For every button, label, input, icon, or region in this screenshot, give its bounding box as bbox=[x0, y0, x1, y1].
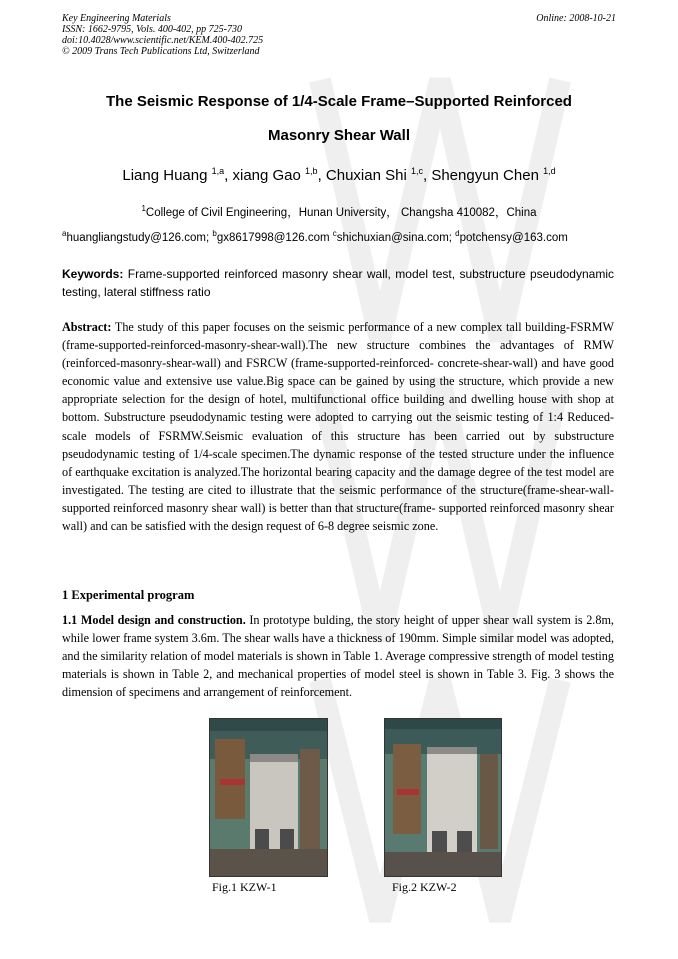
affiliation-sup: 1 bbox=[141, 204, 146, 214]
journal-name: Key Engineering Materials bbox=[62, 13, 171, 24]
affiliation-text: College of Civil Engineering，Hunan University， Changsha 410082，China bbox=[145, 207, 537, 219]
paper-title-line-1: The Seismic Response of 1/4-Scale Frame–Supported Reinforced bbox=[106, 93, 572, 110]
section-heading: 1 Experimental program bbox=[62, 588, 195, 602]
figure-1-caption: Fig.1 KZW-1 bbox=[212, 880, 277, 894]
email-sup: a bbox=[62, 229, 67, 238]
email-sup: c bbox=[332, 229, 337, 238]
affiliation bbox=[62, 204, 616, 220]
subsection-heading: 1.1 Model design and construction. bbox=[62, 613, 246, 627]
online-date: Online: 2008-10-21 bbox=[536, 13, 616, 24]
keywords-label: Keywords: bbox=[62, 267, 124, 281]
author-affil-sup: 1,a bbox=[211, 166, 225, 176]
keywords-text: Frame-supported reinforced masonry shear wall, model test, substructure pseudodynamic testing, lateral stiffness ratio bbox=[62, 267, 614, 299]
author-list: Liang Huang $^{1,a}$, xiang Gao $^{1,b}$, Chuxian Shi $^{1,c}$, Shengyun Chen $^{1,d}$ bbox=[122, 166, 556, 184]
email-address: huangliangstudy@126.com; bbox=[66, 231, 213, 244]
author-affil-sup: 1,b bbox=[305, 166, 318, 176]
email-sup: b bbox=[212, 229, 217, 238]
email-address: potchensy@163.com bbox=[459, 231, 568, 244]
abstract-paragraph bbox=[62, 318, 614, 535]
abstract-label: Abstract: bbox=[62, 320, 112, 334]
specimen-kzw1-image bbox=[210, 719, 327, 876]
email-address: gx8617998@126.com bbox=[216, 231, 333, 244]
doi-line: doi:10.4028/www.scientific.net/KEM.400-402.725 bbox=[62, 35, 264, 46]
figure-2-photo bbox=[384, 718, 502, 877]
paper-title-line-2: Masonry Shear Wall bbox=[268, 127, 410, 144]
author-affil-sup: 1,c bbox=[410, 166, 423, 176]
subsection-text: In prototype bulding, the story height of upper shear wall system is 2.8m, while lower frame system 3.6m. The shear walls have a thickness of 190mm. Simple similar model was adopted, and the similarity relation of model materials is shown in Table 1. Average compressive strength of model testing materials is shown in Table 2, and mechanical properties of model steel is shown in Table 3. Fig. 3 shows the dimension of specimens and arrangement of reinforcement. bbox=[62, 613, 614, 700]
abstract-text: The study of this paper focuses on the seismic performance of a new complex tall building-FSRMW (frame-supported-reinforced-masonry-shear-wall).The new structure combines the advantages of RMW (reinforced-masonry-shear-wall) and FSRCW (frame-supported-reinforced- concrete-shear-wall) and have good economic value and extensive use value.Big space can be gained by using the structure, which provide a new appropriate selection for the design of hotel, multifunctional office building and dwelling house with shop at bottom. Substructure pseudodynamic testing were adopted to carrying out the seismic testing of 1:4 Reduced-scale models of FSRMW.Seismic evaluation of this structure has been carried out by substructure pseudodynamic testing of 1/4-scale specimen.The dynamic response of the tested structure under the influence of earthquake excitation is analyzed.The horizontal bearing capacity and the damage degree of the test model are investigated. The testing are cited to illustrate that the seismic performance of the structure(frame-shear-wall-supported reinforced masonry shear wall) is better than that structure(frame- supported reinforced masonry shear wall) and can be satisfied with the design request of 6-8 degree seismic zone. bbox=[62, 320, 614, 534]
issn-line: ISSN: 1662-9795, Vols. 400-402, pp 725-730 bbox=[62, 24, 242, 35]
figure-2-caption: Fig.2 KZW-2 bbox=[392, 880, 457, 894]
copyright-line: © 2009 Trans Tech Publications Ltd, Switzerland bbox=[62, 46, 260, 57]
email-sup: d bbox=[455, 229, 460, 238]
author-name: Chuxian Shi bbox=[325, 167, 407, 184]
email-list bbox=[62, 229, 622, 244]
email-address: shichuxian@sina.com; bbox=[336, 231, 456, 244]
keywords-paragraph bbox=[62, 265, 614, 301]
figure-1-photo bbox=[209, 718, 328, 877]
journal-header bbox=[62, 13, 263, 57]
author-name: Liang Huang bbox=[122, 167, 208, 184]
subsection-paragraph bbox=[62, 611, 614, 701]
author-affil-sup: 1,d bbox=[543, 166, 556, 176]
author-name: Shengyun Chen bbox=[431, 167, 539, 184]
author-name: xiang Gao bbox=[232, 167, 301, 184]
specimen-kzw2-image bbox=[385, 719, 501, 876]
